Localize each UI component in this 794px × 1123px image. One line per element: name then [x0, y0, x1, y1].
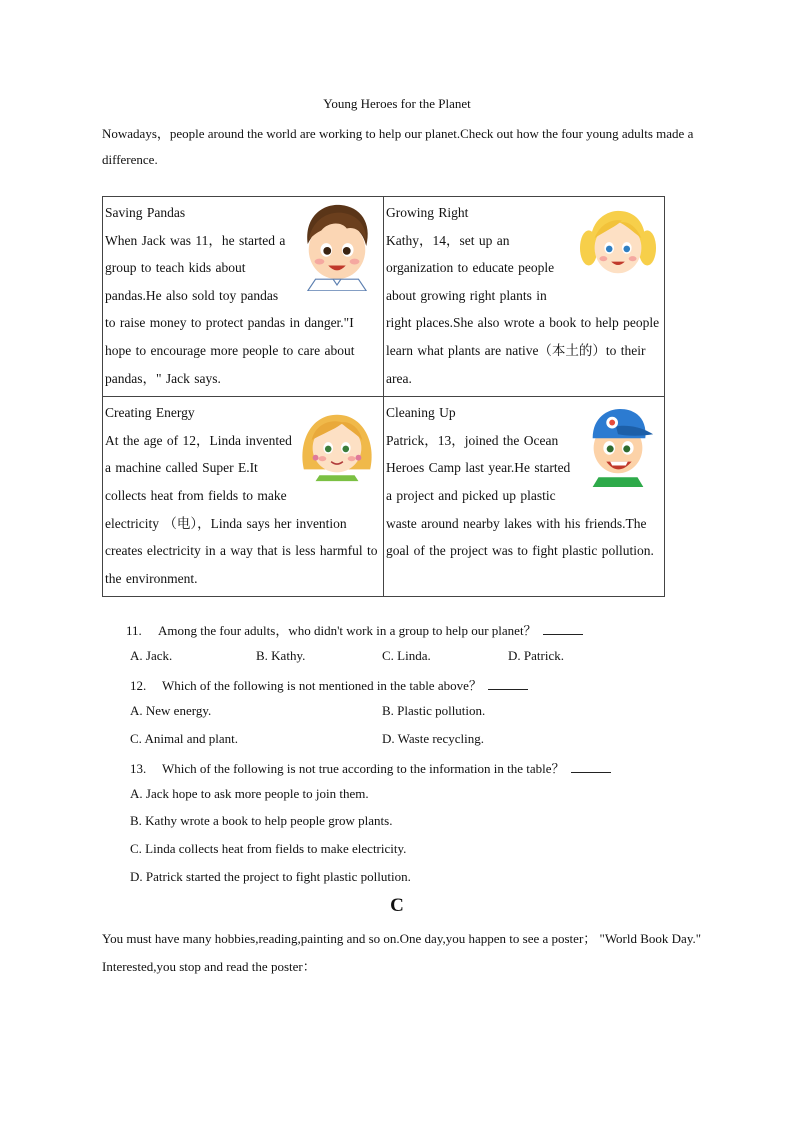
option-11-c: C. Linda. [382, 648, 431, 663]
option-12-b: B. Plastic pollution. [382, 703, 486, 718]
heroes-table [102, 196, 665, 597]
answer-blank[interactable] [543, 624, 583, 635]
girl-pigtails-icon [579, 201, 657, 291]
cell-growing-right [384, 197, 665, 397]
question-text: Which of the following is not mentioned in the table above？ [162, 678, 482, 693]
answer-blank[interactable] [571, 762, 611, 773]
option-13-b: B. Kathy wrote a book to help people grow plants. [130, 813, 393, 828]
cell-saving-pandas [103, 197, 384, 397]
cell-heading: Cleaning Up [386, 405, 456, 421]
cell-heading: Saving Pandas [105, 205, 186, 220]
question-text: Which of the following is not true according to the information in the table？ [162, 761, 565, 776]
answer-blank[interactable] [488, 679, 528, 690]
cell-creating-energy [103, 397, 384, 597]
question-number: 11. [126, 623, 142, 638]
option-11-a: A. Jack. [130, 648, 173, 663]
option-13-d: D. Patrick started the project to fight plastic pollution. [130, 869, 411, 884]
question-number: 13. [130, 761, 147, 776]
option-13-a: A. Jack hope to ask more people to join them. [130, 786, 369, 801]
cell-text: Patrick，13，joined the Ocean Heroes Camp last year.He started a project and picked up plastic waste around nearby lakes with his friends.The goal of the project was to fight plastic pollution. [386, 432, 654, 559]
question-11 [126, 620, 583, 639]
option-12-c: C. Animal and plant. [130, 731, 238, 746]
option-11-d: D. Patrick. [508, 648, 564, 663]
section-c-heading: C [390, 895, 404, 916]
boy-brown-hair-icon [298, 201, 376, 291]
option-12-d: D. Waste recycling. [382, 731, 484, 746]
passage-title: Young Heroes for the Planet [323, 96, 471, 111]
cell-heading: Creating Energy [105, 405, 195, 421]
boy-blue-cap-icon [579, 401, 657, 491]
option-12-a: A. New energy. [130, 703, 212, 718]
cell-cleaning-up [384, 397, 665, 597]
intro-paragraph: Nowadays，people around the world are working to help our planet.Check out how the four young adults made a difference. [102, 126, 694, 167]
cell-text: When Jack was 11，he started a group to teach kids about pandas.He also sold toy pandas to raise money to protect pandas in danger."I hope to encourage more people to care about pandas，" Jack says. [105, 232, 355, 386]
option-13-c: C. Linda collects heat from fields to make electricity. [130, 841, 407, 856]
girl-long-hair-icon [298, 401, 376, 491]
cell-heading: Growing Right [386, 205, 469, 220]
question-12 [130, 675, 528, 694]
question-text: Among the four adults，who didn't work in a group to help our planet？ [158, 623, 537, 638]
question-number: 12. [130, 678, 147, 693]
section-c-paragraph: You must have many hobbies,reading,painting and so on.One day,you happen to see a poster； "World Book Day." Interested,you stop and read the poster： [102, 931, 702, 974]
cell-text: Kathy，14，set up an organization to educate people about growing right plants in right places.She also wrote a book to help people learn what plants are native（本土的）to their area. [386, 232, 660, 386]
question-13 [130, 758, 611, 777]
option-11-b: B. Kathy. [256, 648, 306, 663]
cell-text: At the age of 12，Linda invented a machine called Super E.It collects heat from fields to make electricity （电），Linda says her invention creates electricity in a way that is less harmful to the environment. [105, 432, 378, 586]
